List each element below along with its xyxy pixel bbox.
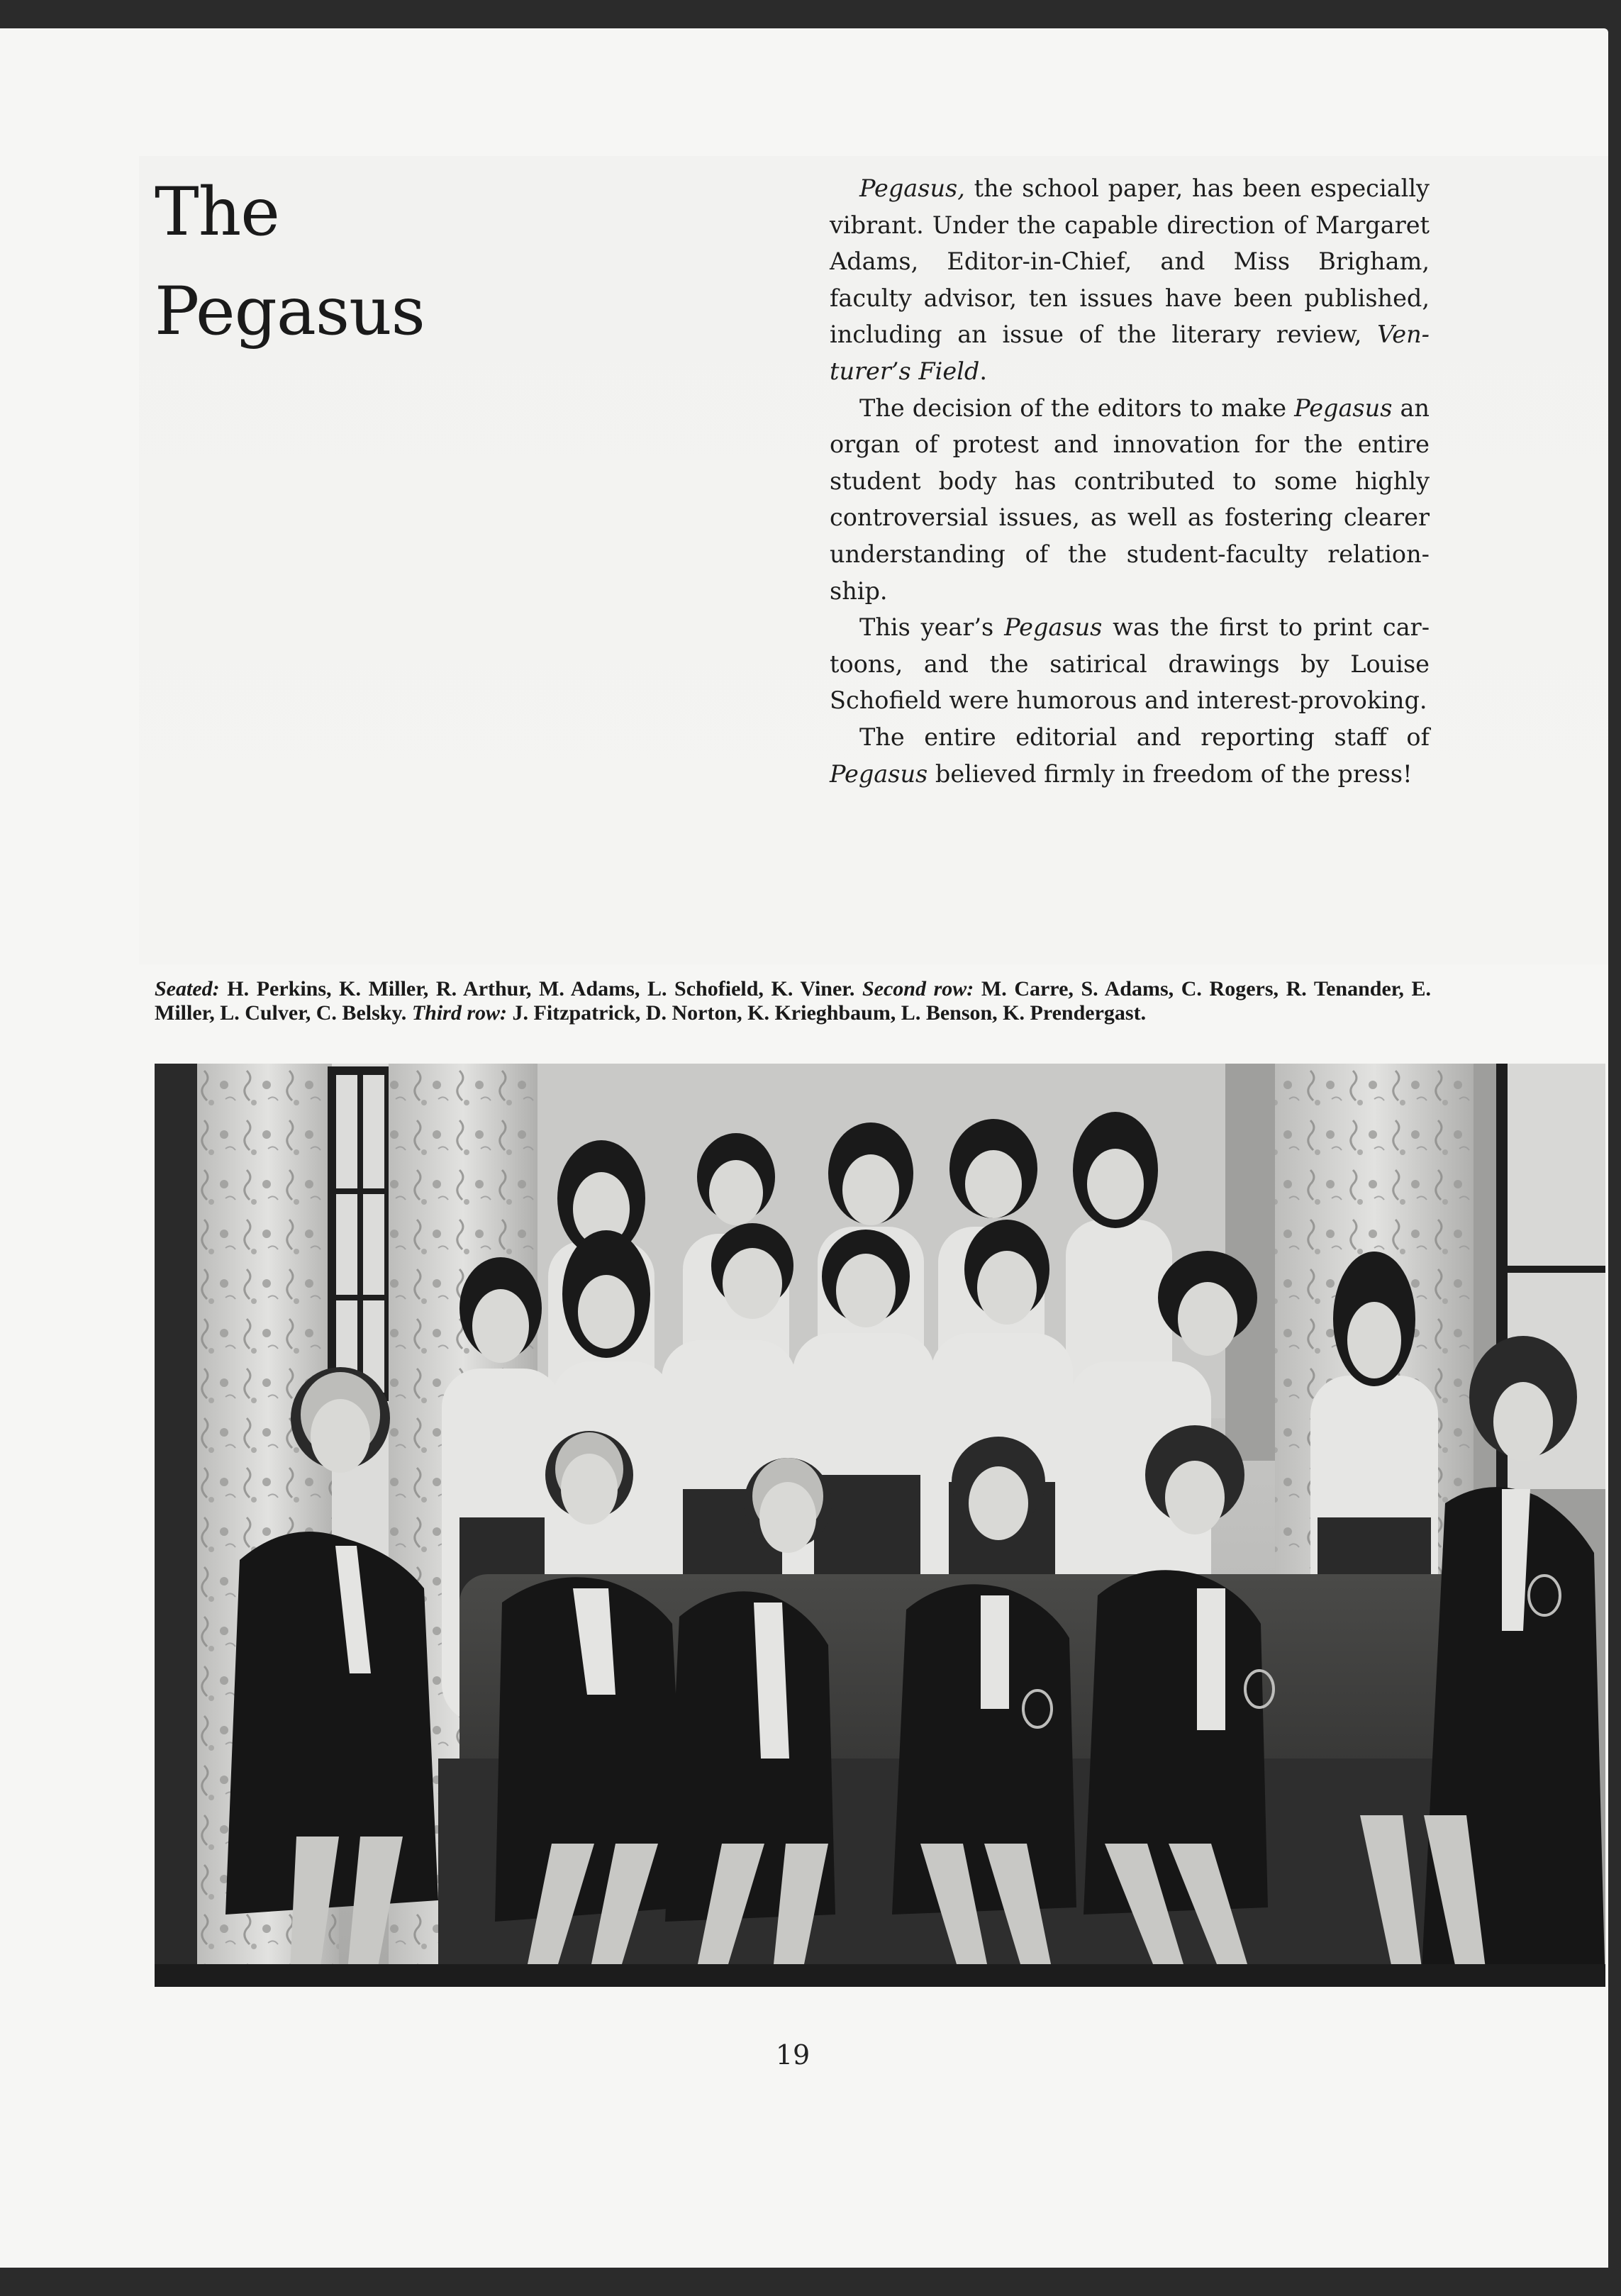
group-photo — [155, 1064, 1605, 1987]
section-title — [155, 163, 425, 362]
paragraph-3-text-2: was the first to print cartoons, and the satirical drawings by Louise Schofield were humorous and interest-provoking. — [830, 613, 1430, 715]
caption-third-row-label: Third row: — [411, 1001, 508, 1025]
paragraph-1-italic-1: Pegasus, — [859, 174, 965, 202]
title-line-1: The — [155, 174, 279, 251]
article-body — [830, 170, 1430, 792]
paragraph-3-italic: Pegasus — [1004, 613, 1103, 642]
paragraph-4-italic: Pegasus — [830, 759, 928, 788]
paragraph-4 — [830, 719, 1430, 792]
paragraph-1 — [830, 170, 1430, 390]
caption-seated-label: Seated: — [155, 977, 220, 1001]
caption-second-row-names: M. Carre, S. Adams, C. Rogers, R. Tenander, E. Miller, L. Culver, C. Belsky. — [155, 977, 1431, 1025]
group-photo-illustration — [155, 1064, 1605, 1987]
paragraph-3-text-1: This year’s — [859, 613, 1005, 642]
paragraph-1-italic-2: Venturer’s Field — [830, 321, 1430, 385]
paragraph-2-text-1: The decision of the editors to make — [859, 394, 1295, 422]
paragraph-2-italic: Pegasus — [1294, 394, 1393, 422]
page-number: 19 — [775, 2039, 810, 2071]
photo-caption — [155, 977, 1431, 1025]
paragraph-4-text-1: The entire editorial and reporting staff of — [859, 723, 1430, 751]
paragraph-3 — [830, 609, 1430, 719]
paragraph-2-text-2: an organ of protest and innovation for the entire student body has contributed to some highly controversial issues, as well as fostering clearer understanding of the student-faculty relationship. — [830, 394, 1430, 605]
title-line-2: Pegasus — [155, 273, 425, 350]
paragraph-1-text-2: . — [979, 357, 987, 385]
paragraph-1-text-1: the school paper, has been especially vibrant. Under the capable direction of Margaret Adams, Editor-in-Chief, and Miss Brigham, faculty advisor, ten issues have been published, including an issue of the literary review, — [830, 174, 1430, 349]
caption-second-row-label: Second row: — [862, 977, 974, 1001]
paragraph-4-text-2: believed firmly in freedom of the press! — [928, 759, 1413, 788]
paragraph-2 — [830, 390, 1430, 610]
caption-seated-names: H. Perkins, K. Miller, R. Arthur, M. Adams, L. Schofield, K. Viner. — [219, 977, 862, 1001]
caption-third-row-names: J. Fitzpatrick, D. Norton, K. Krieghbaum, L. Benson, K. Prendergast. — [507, 1001, 1147, 1025]
